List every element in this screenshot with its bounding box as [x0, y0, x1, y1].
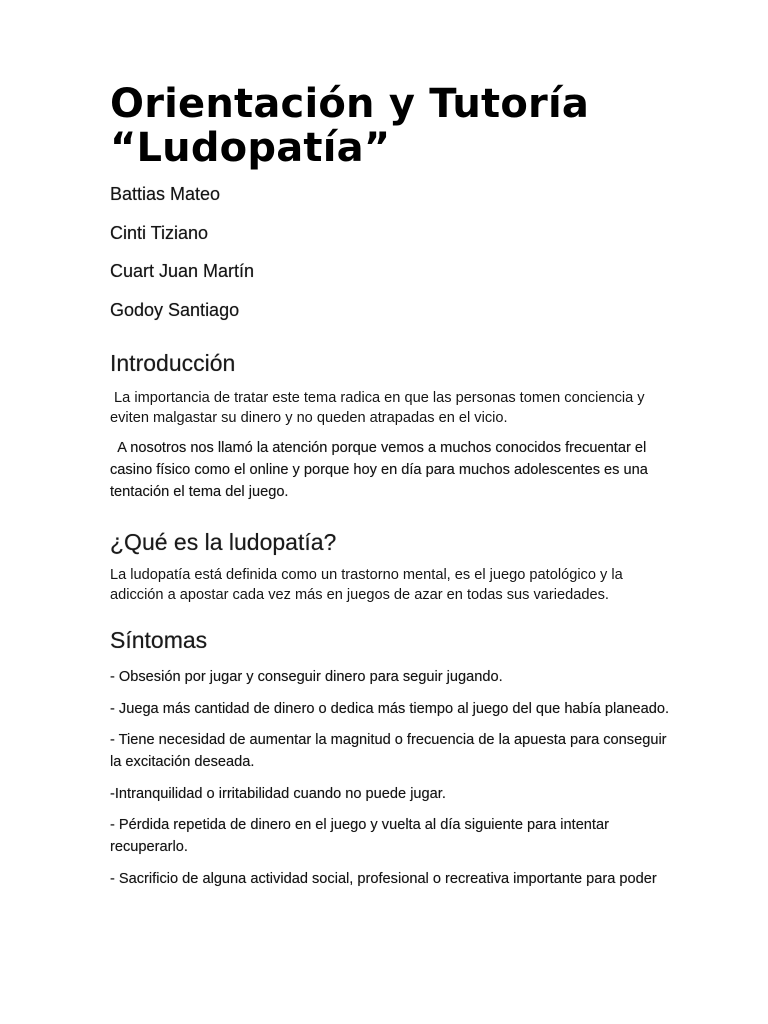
- sintoma-item: - Juega más cantidad de dinero o dedica más tiempo al juego del que había planeado.: [110, 700, 670, 717]
- introduccion-paragraph-1: La importancia de tratar este tema radica en que las personas tomen conciencia y eviten malgastar su dinero y no queden atrapadas en el vicio.: [110, 390, 645, 426]
- introduccion-heading: Introducción: [110, 350, 236, 376]
- sintoma-item: -Intranquilidad o irritabilidad cuando no puede jugar.: [110, 785, 446, 802]
- sintomas-heading: Síntomas: [110, 627, 208, 653]
- author-list: [110, 181, 254, 335]
- sintoma-item: - Sacrificio de alguna actividad social, profesional o recreativa importante para poder: [110, 870, 657, 887]
- document-title: [110, 82, 670, 170]
- sintoma-item: - Tiene necesidad de aumentar la magnitud o frecuencia de la apuesta para conseguir la excitación deseada.: [110, 732, 667, 770]
- title-line-1: Orientación y Tutoría: [110, 81, 590, 127]
- sintoma-item: - Pérdida repetida de dinero en el juego y vuelta al día siguiente para intentar recuperarlo.: [110, 817, 609, 855]
- sintomas-list: [110, 666, 670, 899]
- title-line-2: “Ludopatía”: [110, 125, 391, 171]
- author-name: Battias Mateo: [110, 184, 221, 204]
- author-name: Cuart Juan Martín: [110, 261, 255, 281]
- introduccion-paragraph-2: A nosotros nos llamó la atención porque vemos a muchos conocidos frecuentar el casino físico como el online y porque hoy en día para muchos adolescentes es una tentación el tema del juego.: [110, 440, 648, 500]
- que-es-heading: ¿Qué es la ludopatía?: [110, 529, 337, 555]
- que-es-paragraph: La ludopatía está definida como un trastorno mental, es el juego patológico y la adicción a apostar cada vez más en juegos de azar en todas sus variedades.: [110, 567, 623, 603]
- sintoma-item: - Obsesión por jugar y conseguir dinero para seguir jugando.: [110, 669, 503, 685]
- author-name: Godoy Santiago: [110, 299, 240, 320]
- author-name: Cinti Tiziano: [110, 222, 209, 243]
